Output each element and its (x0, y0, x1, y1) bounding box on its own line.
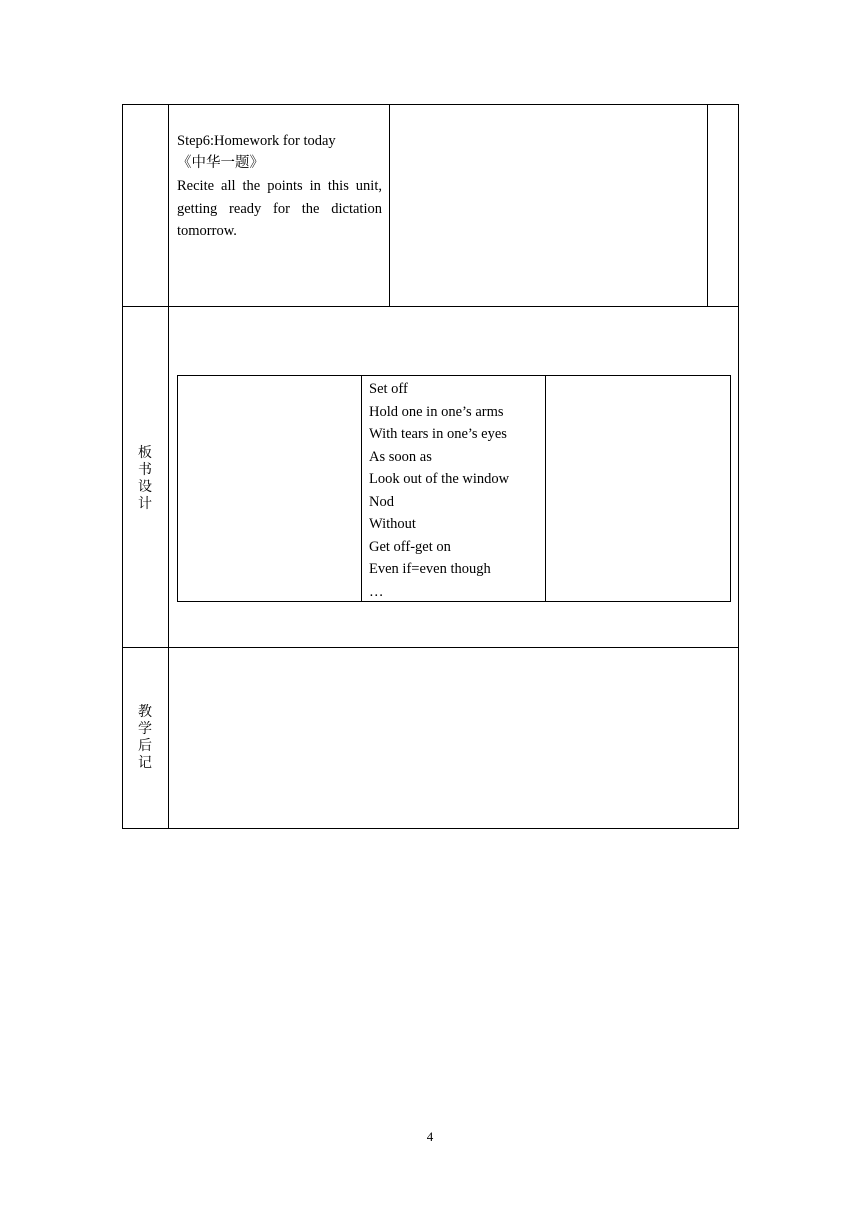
row1-column-divider-1 (389, 104, 390, 307)
board-phrase: As soon as (369, 448, 432, 465)
board-phrase: With tears in one’s eyes (369, 426, 507, 442)
page-number: 4 (426, 1129, 434, 1144)
inner-table-right (730, 375, 731, 602)
board-phrase: Get off-get on (369, 538, 451, 555)
inner-column-divider-1 (361, 375, 362, 602)
board-phrase: … (369, 583, 384, 600)
board-phrase: Without (369, 516, 416, 532)
board-phrase: Nod (369, 493, 394, 510)
homework-task: Recite all the points in this unit, getting ready for the dictation tomorrow. (177, 178, 382, 239)
book-title: 《中华一题》 (177, 155, 264, 171)
table-border-bottom (122, 828, 739, 829)
row-label-teaching-notes: 教学后记 (138, 705, 152, 771)
table-border-top (122, 104, 739, 105)
inner-table-left (177, 375, 178, 602)
board-phrase: Even if=even though (369, 561, 491, 577)
board-phrase: Hold one in one’s arms (369, 403, 504, 420)
board-phrase: Set off (369, 381, 408, 397)
table-border-right (738, 104, 739, 829)
row-divider-2 (122, 647, 739, 648)
row1-column-divider-2 (707, 104, 708, 307)
inner-table-top (177, 375, 731, 376)
row-divider-1 (122, 306, 739, 307)
step-title: Step6:Homework for today (177, 133, 336, 149)
label-column-divider (168, 104, 169, 829)
inner-column-divider-2 (545, 375, 546, 602)
board-phrase-list (369, 378, 541, 603)
board-phrase: Look out of the window (369, 471, 510, 487)
table-border-left (122, 104, 123, 829)
row-label-board-design: 板书设计 (138, 446, 152, 512)
